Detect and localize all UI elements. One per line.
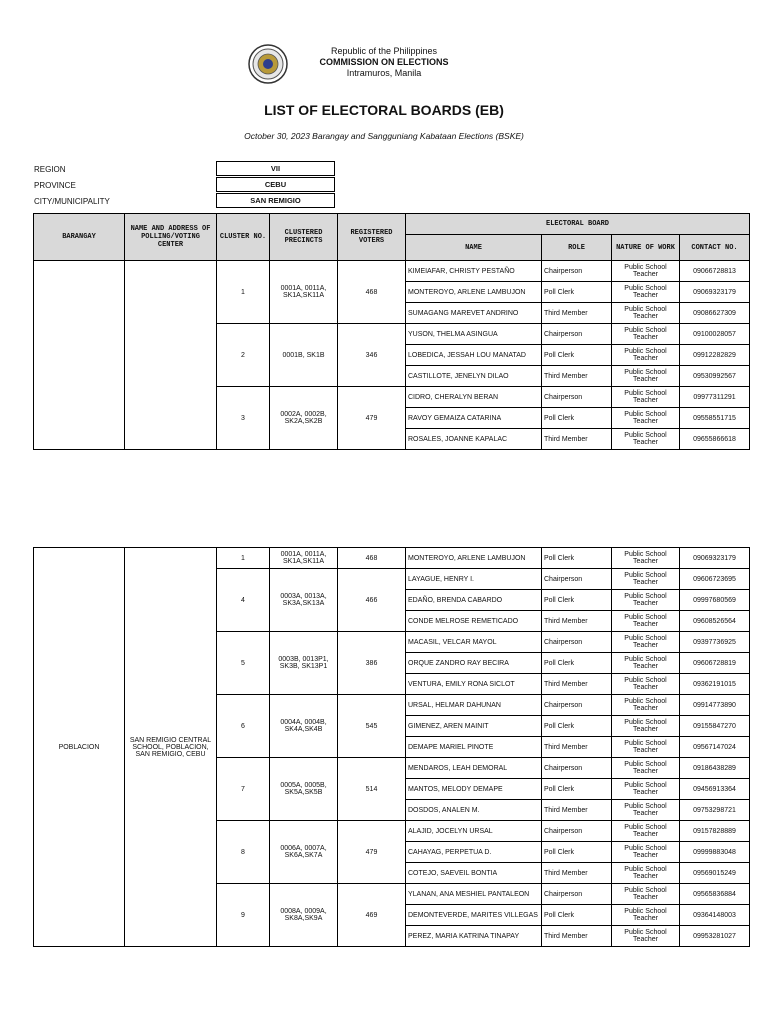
polling-center-cell <box>125 261 217 450</box>
member-contact-cell: 09914773890 <box>680 695 750 716</box>
member-name-cell: MONTEROYO, ARLENE LAMBUJON <box>406 282 542 303</box>
header-electoral-board: ELECTORAL BOARD <box>406 214 750 235</box>
member-work-cell: Public School Teacher <box>612 429 680 450</box>
member-work-cell: Public School Teacher <box>612 611 680 632</box>
cluster-no-cell: 6 <box>217 695 270 758</box>
member-role-cell: Third Member <box>542 863 612 884</box>
member-contact-cell: 09362191015 <box>680 674 750 695</box>
member-role-cell: Third Member <box>542 737 612 758</box>
header-role: ROLE <box>542 235 612 261</box>
member-contact-cell: 09086627309 <box>680 303 750 324</box>
member-contact-cell: 09997680569 <box>680 590 750 611</box>
electoral-board-table-page2 <box>33 547 750 947</box>
member-name-cell: CIDRO, CHERALYN BERAN <box>406 387 542 408</box>
member-role-cell: Third Member <box>542 611 612 632</box>
electoral-board-table-page1 <box>33 213 750 450</box>
clustered-precincts-cell: 0002A, 0002B, SK2A,SK2B <box>270 387 338 450</box>
member-name-cell: LOBEDICA, JESSAH LOU MANATAD <box>406 345 542 366</box>
member-role-cell: Chairperson <box>542 884 612 905</box>
member-work-cell: Public School Teacher <box>612 737 680 758</box>
member-role-cell: Chairperson <box>542 261 612 282</box>
member-name-cell: MANTOS, MELODY DEMAPE <box>406 779 542 800</box>
member-name-cell: EDAÑO, BRENDA CABARDO <box>406 590 542 611</box>
member-contact-cell: 09397736925 <box>680 632 750 653</box>
member-name-cell: GIMENEZ, AREN MAINIT <box>406 716 542 737</box>
member-work-cell: Public School Teacher <box>612 779 680 800</box>
table-row <box>34 261 750 282</box>
member-role-cell: Third Member <box>542 366 612 387</box>
document-subtitle: October 30, 2023 Barangay and Sangguniang Kabataan Elections (BSKE) <box>244 131 524 141</box>
member-role-cell: Poll Clerk <box>542 282 612 303</box>
registered-voters-cell: 468 <box>338 548 406 569</box>
member-contact-cell: 09606728819 <box>680 653 750 674</box>
member-role-cell: Poll Clerk <box>542 408 612 429</box>
table-row <box>34 548 750 569</box>
registered-voters-cell: 479 <box>338 387 406 450</box>
member-work-cell: Public School Teacher <box>612 282 680 303</box>
barangay-cell: POBLACION <box>34 548 125 947</box>
member-role-cell: Third Member <box>542 926 612 947</box>
member-role-cell: Poll Clerk <box>542 548 612 569</box>
member-name-cell: ROSALES, JOANNE KAPALAC <box>406 429 542 450</box>
member-role-cell: Poll Clerk <box>542 842 612 863</box>
member-role-cell: Third Member <box>542 674 612 695</box>
city-label: CITY/MUNICIPALITY <box>34 197 110 206</box>
member-contact-cell: 09999883048 <box>680 842 750 863</box>
cluster-no-cell: 2 <box>217 324 270 387</box>
member-name-cell: PEREZ, MARIA KATRINA TINAPAY <box>406 926 542 947</box>
member-work-cell: Public School Teacher <box>612 366 680 387</box>
member-role-cell: Chairperson <box>542 632 612 653</box>
cluster-no-cell: 4 <box>217 569 270 632</box>
member-contact-cell: 09655866618 <box>680 429 750 450</box>
polling-center-cell: SAN REMIGIO CENTRAL SCHOOL, POBLACION, SAN REMIGIO, CEBU <box>125 548 217 947</box>
member-name-cell: ALAJID, JOCELYN URSAL <box>406 821 542 842</box>
region-label: REGION <box>34 165 66 174</box>
clustered-precincts-cell: 0008A, 0009A, SK8A,SK9A <box>270 884 338 947</box>
member-contact-cell: 09069323179 <box>680 282 750 303</box>
city-value: SAN REMIGIO <box>216 193 335 208</box>
member-work-cell: Public School Teacher <box>612 653 680 674</box>
header-clustered-precincts: CLUSTERED PRECINCTS <box>270 214 338 261</box>
member-work-cell: Public School Teacher <box>612 569 680 590</box>
header-polling-center: NAME AND ADDRESS OF POLLING/VOTING CENTER <box>125 214 217 261</box>
member-name-cell: YUSON, THELMA ASINGUA <box>406 324 542 345</box>
member-contact-cell: 09912282829 <box>680 345 750 366</box>
member-name-cell: DOSDOS, ANALEN M. <box>406 800 542 821</box>
member-role-cell: Poll Clerk <box>542 590 612 611</box>
member-contact-cell: 09186438289 <box>680 758 750 779</box>
member-name-cell: MENDAROS, LEAH DEMORAL <box>406 758 542 779</box>
member-contact-cell: 09558551715 <box>680 408 750 429</box>
member-contact-cell: 09100028057 <box>680 324 750 345</box>
cluster-no-cell: 3 <box>217 387 270 450</box>
member-contact-cell: 09753298721 <box>680 800 750 821</box>
member-contact-cell: 09567147024 <box>680 737 750 758</box>
clustered-precincts-cell: 0001B, SK1B <box>270 324 338 387</box>
member-name-cell: CASTILLOTE, JENELYN DILAO <box>406 366 542 387</box>
member-name-cell: KIMEIAFAR, CHRISTY PESTAÑO <box>406 261 542 282</box>
cluster-no-cell: 1 <box>217 261 270 324</box>
member-role-cell: Chairperson <box>542 695 612 716</box>
header-name: NAME <box>406 235 542 261</box>
member-contact-cell: 09569015249 <box>680 863 750 884</box>
clustered-precincts-cell: 0001A, 0011A, SK1A,SK11A <box>270 548 338 569</box>
registered-voters-cell: 468 <box>338 261 406 324</box>
registered-voters-cell: 514 <box>338 758 406 821</box>
member-name-cell: MONTEROYO, ARLENE LAMBUJON <box>406 548 542 569</box>
registered-voters-cell: 469 <box>338 884 406 947</box>
member-contact-cell: 09953281027 <box>680 926 750 947</box>
member-name-cell: RAVOY GEMAIZA CATARINA <box>406 408 542 429</box>
member-work-cell: Public School Teacher <box>612 926 680 947</box>
member-name-cell: VENTURA, EMILY RONA SICLOT <box>406 674 542 695</box>
member-work-cell: Public School Teacher <box>612 695 680 716</box>
member-work-cell: Public School Teacher <box>612 821 680 842</box>
member-name-cell: SUMAGANG MAREVET ANDRINO <box>406 303 542 324</box>
clustered-precincts-cell: 0003B, 0013P1, SK3B, SK13P1 <box>270 632 338 695</box>
member-name-cell: DEMONTEVERDE, MARITES VILLEGAS <box>406 905 542 926</box>
member-work-cell: Public School Teacher <box>612 345 680 366</box>
member-work-cell: Public School Teacher <box>612 261 680 282</box>
member-contact-cell: 09530992567 <box>680 366 750 387</box>
member-contact-cell: 09608526564 <box>680 611 750 632</box>
member-work-cell: Public School Teacher <box>612 863 680 884</box>
member-work-cell: Public School Teacher <box>612 590 680 611</box>
registered-voters-cell: 346 <box>338 324 406 387</box>
member-work-cell: Public School Teacher <box>612 758 680 779</box>
region-value: VII <box>216 161 335 176</box>
member-work-cell: Public School Teacher <box>612 842 680 863</box>
member-contact-cell: 09157828889 <box>680 821 750 842</box>
document-title: LIST OF ELECTORAL BOARDS (EB) <box>264 102 504 118</box>
member-role-cell: Chairperson <box>542 569 612 590</box>
member-name-cell: URSAL, HELMAR DAHUNAN <box>406 695 542 716</box>
member-contact-cell: 09155847270 <box>680 716 750 737</box>
clustered-precincts-cell: 0005A, 0005B, SK5A,SK5B <box>270 758 338 821</box>
clustered-precincts-cell: 0006A, 0007A, SK6A,SK7A <box>270 821 338 884</box>
member-work-cell: Public School Teacher <box>612 324 680 345</box>
registered-voters-cell: 386 <box>338 632 406 695</box>
member-work-cell: Public School Teacher <box>612 303 680 324</box>
member-work-cell: Public School Teacher <box>612 548 680 569</box>
clustered-precincts-cell: 0003A, 0013A, SK3A,SK13A <box>270 569 338 632</box>
registered-voters-cell: 479 <box>338 821 406 884</box>
member-role-cell: Third Member <box>542 303 612 324</box>
header-location: Intramuros, Manila <box>346 68 422 78</box>
member-work-cell: Public School Teacher <box>612 884 680 905</box>
member-contact-cell: 09456913364 <box>680 779 750 800</box>
member-name-cell: CAHAYAG, PERPETUA D. <box>406 842 542 863</box>
member-name-cell: ORQUE ZANDRO RAY BECIRA <box>406 653 542 674</box>
member-role-cell: Poll Clerk <box>542 779 612 800</box>
member-role-cell: Poll Clerk <box>542 716 612 737</box>
province-value: CEBU <box>216 177 335 192</box>
member-name-cell: YLANAN, ANA MESHIEL PANTALEON <box>406 884 542 905</box>
registered-voters-cell: 545 <box>338 695 406 758</box>
clustered-precincts-cell: 0004A, 0004B, SK4A,SK4B <box>270 695 338 758</box>
member-work-cell: Public School Teacher <box>612 674 680 695</box>
barangay-cell <box>34 261 125 450</box>
member-name-cell: COTEJO, SAEVEIL BONTIA <box>406 863 542 884</box>
member-work-cell: Public School Teacher <box>612 632 680 653</box>
member-name-cell: MACASIL, VELCAR MAYOL <box>406 632 542 653</box>
member-role-cell: Third Member <box>542 429 612 450</box>
cluster-no-cell: 5 <box>217 632 270 695</box>
member-contact-cell: 09977311291 <box>680 387 750 408</box>
member-role-cell: Chairperson <box>542 758 612 779</box>
header-nature-of-work: NATURE OF WORK <box>612 235 680 261</box>
member-work-cell: Public School Teacher <box>612 905 680 926</box>
member-contact-cell: 09069323179 <box>680 548 750 569</box>
member-contact-cell: 09364148003 <box>680 905 750 926</box>
member-work-cell: Public School Teacher <box>612 408 680 429</box>
member-role-cell: Poll Clerk <box>542 345 612 366</box>
member-contact-cell: 09565836884 <box>680 884 750 905</box>
member-name-cell: DEMAPE MARIEL PINOTE <box>406 737 542 758</box>
member-role-cell: Third Member <box>542 800 612 821</box>
province-label: PROVINCE <box>34 181 76 190</box>
header-contact-no: CONTACT NO. <box>680 235 750 261</box>
member-contact-cell: 09066728813 <box>680 261 750 282</box>
header-commission: COMMISSION ON ELECTIONS <box>319 57 449 67</box>
member-role-cell: Poll Clerk <box>542 653 612 674</box>
cluster-no-cell: 1 <box>217 548 270 569</box>
member-contact-cell: 09606723695 <box>680 569 750 590</box>
member-role-cell: Chairperson <box>542 821 612 842</box>
cluster-no-cell: 8 <box>217 821 270 884</box>
member-work-cell: Public School Teacher <box>612 800 680 821</box>
header-barangay: BARANGAY <box>34 214 125 261</box>
header-republic: Republic of the Philippines <box>330 46 438 56</box>
registered-voters-cell: 466 <box>338 569 406 632</box>
clustered-precincts-cell: 0001A, 0011A, SK1A,SK11A <box>270 261 338 324</box>
header-registered-voters: REGISTERED VOTERS <box>338 214 406 261</box>
member-role-cell: Poll Clerk <box>542 905 612 926</box>
member-role-cell: Chairperson <box>542 324 612 345</box>
cluster-no-cell: 7 <box>217 758 270 821</box>
member-role-cell: Chairperson <box>542 387 612 408</box>
member-work-cell: Public School Teacher <box>612 716 680 737</box>
cluster-no-cell: 9 <box>217 884 270 947</box>
header-cluster-no: CLUSTER NO. <box>217 214 270 261</box>
member-name-cell: LAYAGUE, HENRY I. <box>406 569 542 590</box>
member-name-cell: CONDE MELROSE REMETICADO <box>406 611 542 632</box>
member-work-cell: Public School Teacher <box>612 387 680 408</box>
